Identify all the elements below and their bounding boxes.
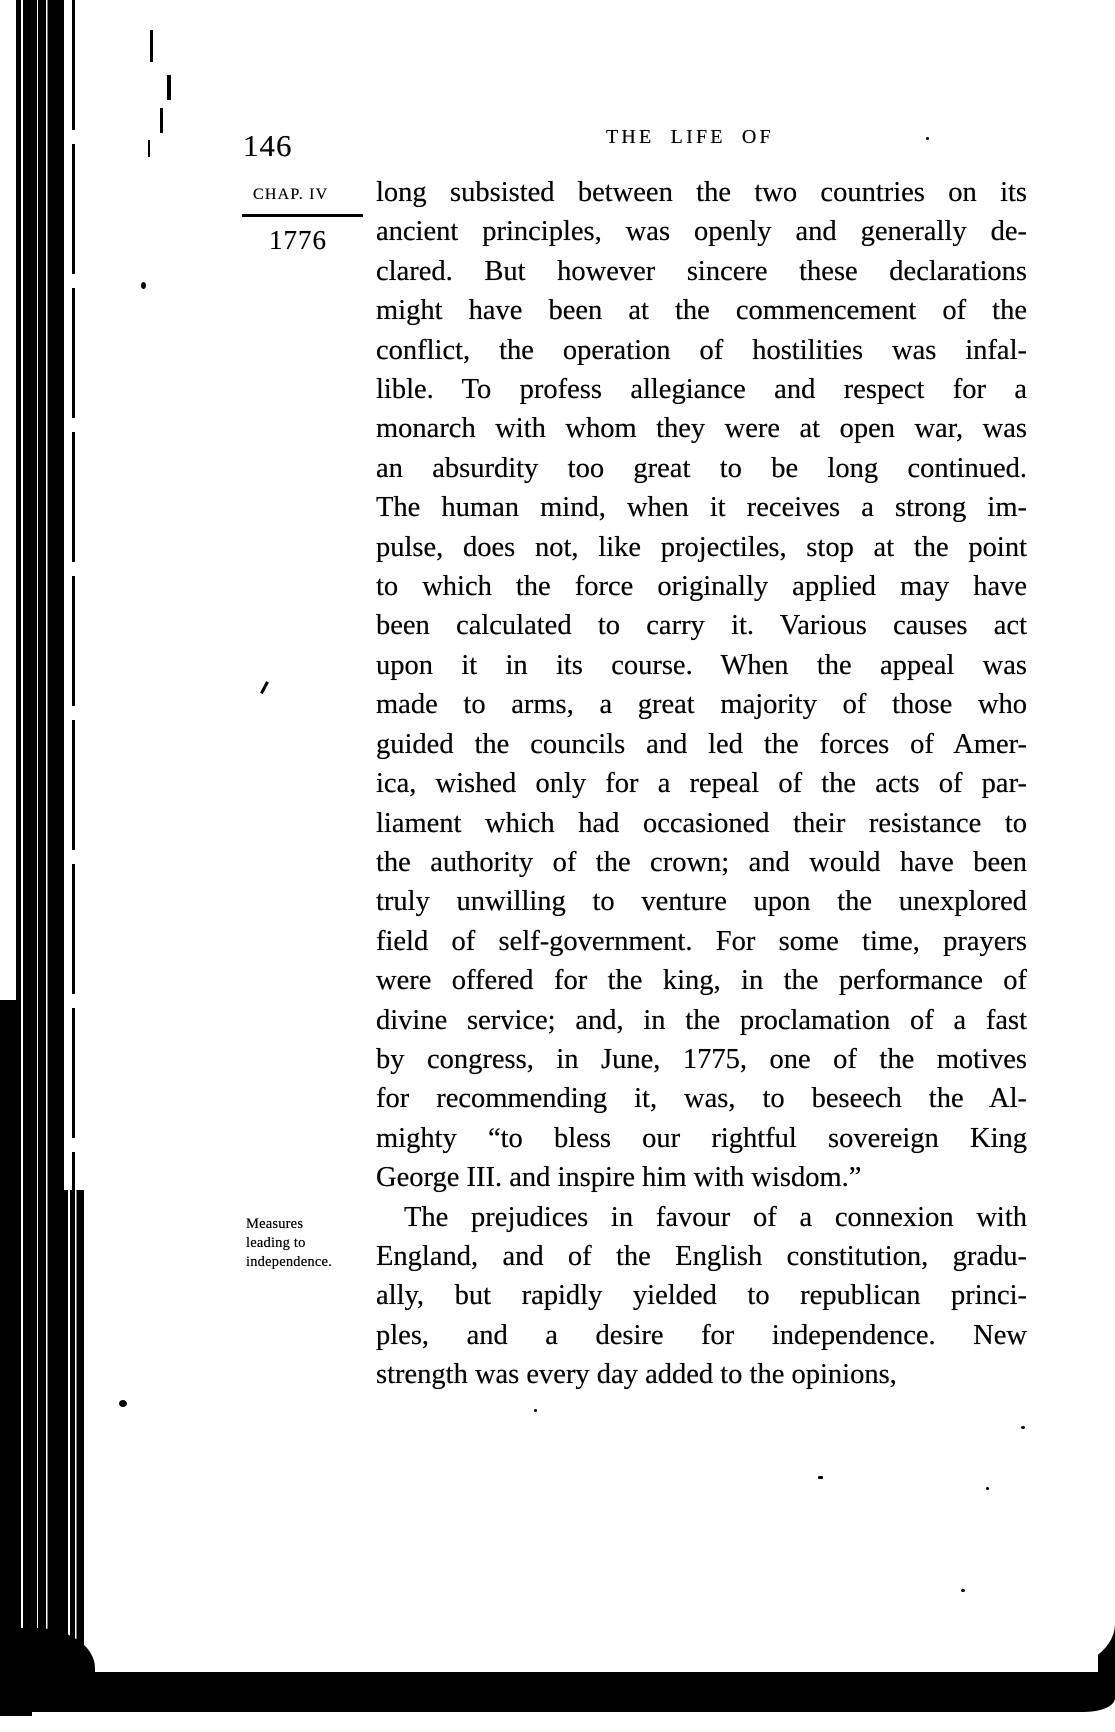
body-line: ancient principles, was openly and generally de- bbox=[376, 216, 1027, 248]
page-fold-line bbox=[72, 0, 75, 1600]
body-line: been calculated to carry it. Various causes act bbox=[376, 610, 1027, 642]
body-line: conflict, the operation of hostilities was infal- bbox=[376, 334, 1027, 366]
body-line: an absurdity too great to be long continued. bbox=[376, 452, 1027, 484]
body-line: George III. and inspire him with wisdom.” bbox=[376, 1162, 862, 1194]
body-line: strength was every day added to the opinions, bbox=[376, 1359, 897, 1391]
ink-speck bbox=[818, 1476, 823, 1479]
body-line: upon it in its course. When the appeal was bbox=[376, 649, 1027, 681]
scan-mark bbox=[148, 140, 150, 157]
body-line: lible. To profess allegiance and respect for a bbox=[376, 374, 1027, 406]
scan-mark bbox=[167, 75, 171, 100]
body-line: monarch with whom they were at open war, was bbox=[376, 413, 1027, 445]
ink-slash-mark bbox=[260, 681, 268, 694]
body-line: to which the force originally applied may have bbox=[376, 571, 1027, 603]
body-line: might have been at the commencement of the bbox=[376, 295, 1027, 327]
body-line: were offered for the king, in the performance of bbox=[376, 965, 1027, 997]
binding-shadow-left bbox=[0, 1000, 18, 1666]
page-number: 146 bbox=[243, 128, 293, 163]
body-line: made to arms, a great majority of those who bbox=[376, 689, 1027, 721]
ink-speck bbox=[141, 282, 146, 289]
scan-mark bbox=[160, 108, 163, 133]
body-line: field of self-government. For some time, prayers bbox=[376, 925, 1027, 957]
body-line: long subsisted between the two countries on its bbox=[376, 177, 1027, 208]
body-line: by congress, in June, 1775, one of the motives bbox=[376, 1043, 1027, 1075]
body-line: England, and of the English constitution, gradu- bbox=[376, 1240, 1027, 1272]
running-title: THE LIFE OF bbox=[606, 126, 774, 148]
body-line: mighty “to bless our rightful sovereign King bbox=[376, 1122, 1027, 1154]
year-label: 1776 bbox=[269, 225, 327, 255]
body-line: ica, wished only for a repeal of the acts of par- bbox=[376, 768, 1027, 800]
body-line: ples, and a desire for independence. New bbox=[376, 1319, 1027, 1351]
body-line: the authority of the crown; and would have been bbox=[376, 846, 1027, 878]
body-line: divine service; and, in the proclamation of a fast bbox=[376, 1004, 1027, 1036]
ink-speck bbox=[119, 1400, 127, 1407]
ink-speck bbox=[534, 1409, 537, 1412]
scan-bottom-bar bbox=[0, 1672, 1115, 1712]
binding-shadow-band bbox=[16, 0, 64, 1662]
sidenote-line: leading to bbox=[246, 1235, 306, 1251]
ink-speck bbox=[1021, 1426, 1025, 1429]
body-line: pulse, does not, like projectiles, stop at the point bbox=[376, 531, 1027, 563]
ink-speck bbox=[986, 1487, 989, 1490]
chapter-rule bbox=[242, 214, 363, 217]
body-line: The prejudices in favour of a connexion with bbox=[404, 1201, 1027, 1233]
ink-speck bbox=[961, 1589, 965, 1592]
chapter-label: CHAP. IV bbox=[253, 186, 329, 203]
body-line: truly unwilling to venture upon the unexplored bbox=[376, 886, 1027, 918]
body-line: for recommending it, was, to beseech the Al- bbox=[376, 1083, 1027, 1115]
body-text bbox=[376, 173, 1027, 1395]
sidenote-line: independence. bbox=[246, 1254, 332, 1270]
body-line: ally, but rapidly yielded to republican princi- bbox=[376, 1280, 1027, 1312]
body-line: liament which had occasioned their resistance to bbox=[376, 807, 1027, 839]
sidenote bbox=[246, 1215, 378, 1272]
body-line: The human mind, when it receives a strong im- bbox=[376, 492, 1027, 524]
scan-mark bbox=[150, 30, 153, 62]
body-line: guided the councils and led the forces of Amer- bbox=[376, 728, 1027, 760]
body-line: clared. But however sincere these declarations bbox=[376, 255, 1027, 287]
ink-speck bbox=[926, 137, 929, 140]
sidenote-line: Measures bbox=[246, 1216, 304, 1232]
